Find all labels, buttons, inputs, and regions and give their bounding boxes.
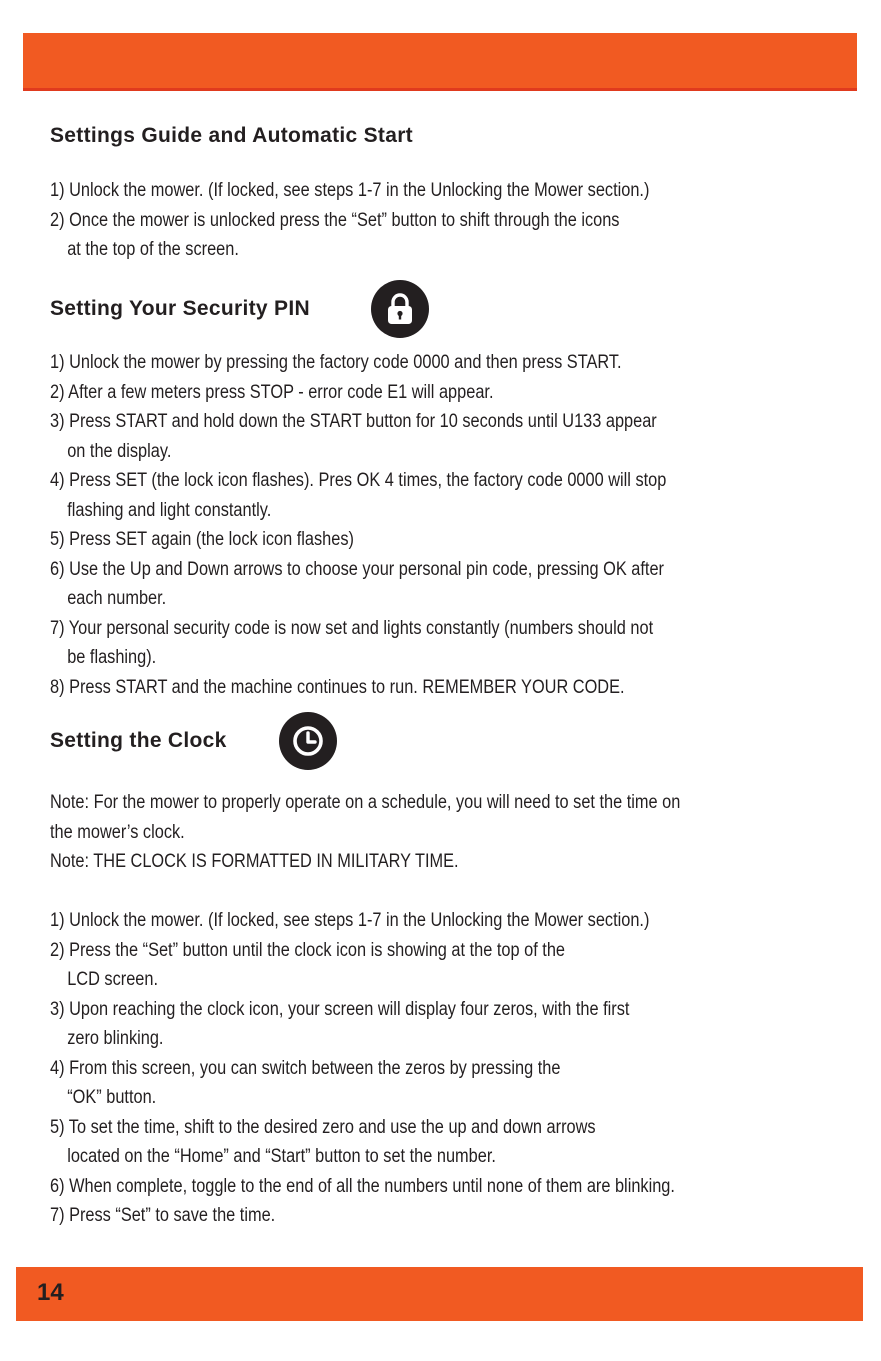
step-line: 1) Unlock the mower. (If locked, see steps 1-7 in the Unlocking the Mower section.) xyxy=(50,910,650,931)
note-line: the mower’s clock. xyxy=(50,821,185,843)
step-line: 4) From this screen, you can switch between the zeros by pressing the xyxy=(50,1057,561,1079)
step-line: 2) Press the “Set” button until the clock icon is showing at the top of the xyxy=(50,939,565,961)
security-pin-steps xyxy=(50,348,666,702)
step-continuation: on the display. xyxy=(67,440,172,462)
clock-notes xyxy=(50,788,680,1231)
security-pin-heading: Setting Your Security PIN xyxy=(50,297,310,320)
step-continuation: zero blinking. xyxy=(67,1028,164,1049)
settings-guide-steps xyxy=(50,176,649,265)
step-continuation: each number. xyxy=(67,588,167,609)
header-bar xyxy=(23,33,857,91)
step-continuation: “OK” button. xyxy=(67,1087,157,1108)
clock-icon xyxy=(279,712,337,770)
step-line: 5) To set the time, shift to the desired zero and use the up and down arrows xyxy=(50,1116,596,1138)
note-line: Note: For the mower to properly operate on a schedule, you will need to set the time on xyxy=(50,792,681,813)
step-continuation: located on the “Home” and “Start” button to set the number. xyxy=(67,1146,496,1167)
step-continuation: be flashing). xyxy=(67,647,157,668)
step-line: 1) Unlock the mower. (If locked, see steps 1-7 in the Unlocking the Mower section.) xyxy=(50,180,650,201)
step-line: 5) Press SET again (the lock icon flashes) xyxy=(50,529,354,550)
step-line: 7) Press “Set” to save the time. xyxy=(50,1205,276,1226)
note-line: Note: THE CLOCK IS FORMATTED IN MILITARY TIME. xyxy=(50,851,459,872)
step-line: 6) When complete, toggle to the end of all the numbers until none of them are blinking. xyxy=(50,1175,675,1197)
lock-icon xyxy=(371,280,429,338)
step-continuation: at the top of the screen. xyxy=(67,239,239,260)
step-continuation: flashing and light constantly. xyxy=(67,499,272,521)
step-line: 6) Use the Up and Down arrows to choose your personal pin code, pressing OK after xyxy=(50,558,664,580)
step-line: 1) Unlock the mower by pressing the factory code 0000 and then press START. xyxy=(50,352,622,373)
step-line: 7) Your personal security code is now set and lights constantly (numbers should not xyxy=(50,617,654,639)
clock-heading: Setting the Clock xyxy=(50,729,227,752)
step-line: 2) Once the mower is unlocked press the “Set” button to shift through the icons xyxy=(50,209,620,231)
footer-bar xyxy=(16,1267,863,1321)
step-line: 3) Press START and hold down the START button for 10 seconds until U133 appear xyxy=(50,411,657,432)
page-number: 14 xyxy=(37,1279,64,1306)
step-line: 2) After a few meters press STOP - error code E1 will appear. xyxy=(50,381,494,403)
step-line: 8) Press START and the machine continues to run. REMEMBER YOUR CODE. xyxy=(50,676,625,698)
step-line: 4) Press SET (the lock icon flashes). Pres OK 4 times, the factory code 0000 will stop xyxy=(50,470,667,491)
step-line: 3) Upon reaching the clock icon, your screen will display four zeros, with the first xyxy=(50,998,630,1020)
step-continuation: LCD screen. xyxy=(67,969,159,990)
settings-guide-heading: Settings Guide and Automatic Start xyxy=(50,124,413,147)
spacer xyxy=(50,877,680,907)
